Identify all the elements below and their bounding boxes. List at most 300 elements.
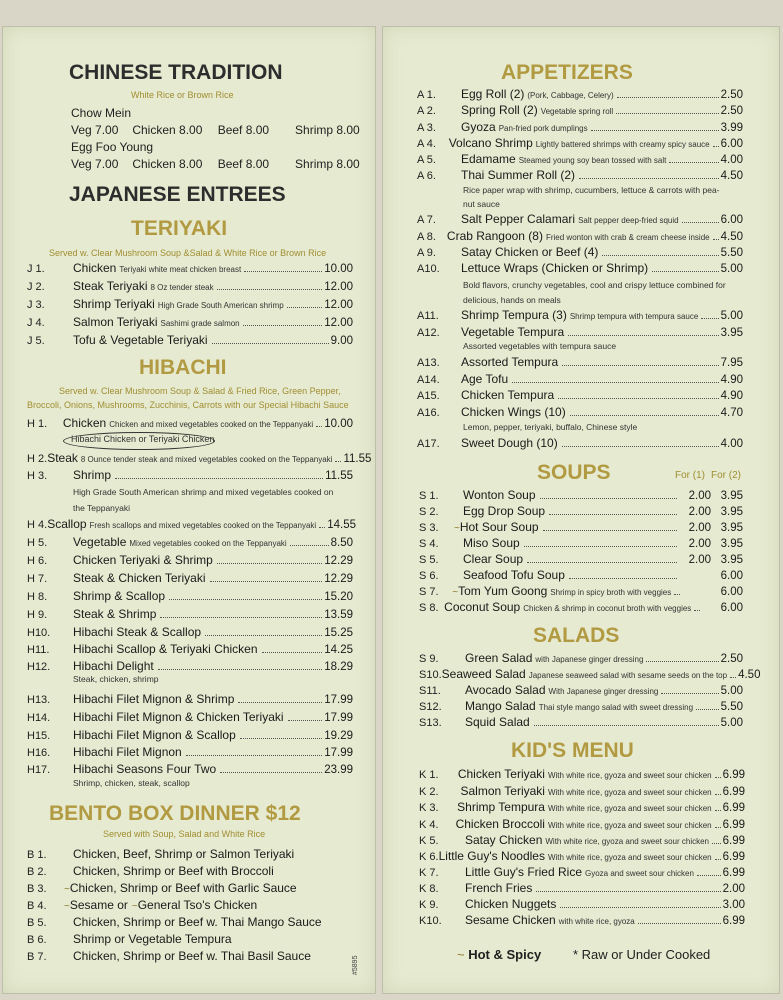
leader-dots — [543, 530, 677, 531]
kids-item — [419, 833, 745, 847]
item-price: 4.00 — [720, 438, 743, 450]
item-price: 23.99 — [324, 764, 353, 776]
leader-dots — [713, 239, 719, 240]
item-name: Hibachi Scallop & Teriyaki Chicken — [73, 642, 258, 656]
item-price: 10.00 — [324, 263, 353, 275]
handwritten-note: Hibachi Chicken or Teriyaki Chicken — [71, 434, 215, 444]
item-price: 7.95 — [720, 357, 743, 369]
h12-note: Steak, chicken, shrimp — [73, 674, 159, 684]
appetizer-item — [417, 261, 743, 275]
soup-item — [419, 504, 743, 518]
bento-title: BENTO BOX DINNER $12 — [49, 802, 301, 825]
leader-dots — [186, 755, 323, 756]
item-code: K 7. — [419, 867, 439, 879]
item-name: Hibachi Delight — [73, 659, 154, 673]
item-description: With white rice, gyoza and sweet sour chicken — [547, 804, 712, 813]
egg-foo-young-label: Egg Foo Young — [71, 140, 154, 154]
chow-mein-prices — [71, 123, 360, 137]
item-name: Shrimp Tempura (3) — [461, 308, 567, 322]
leader-dots — [697, 875, 721, 876]
item-name: Chicken, Shrimp or Beef with Broccoli — [73, 864, 274, 878]
item-description: Shrimp in spicy broth with veggies — [550, 588, 672, 597]
hibachi-item — [27, 517, 356, 531]
item-name: Salmon Teriyaki — [460, 784, 545, 798]
chow-mein-shrimp: Shrimp 8.00 — [295, 123, 360, 137]
item-name: Seafood Tofu Soup — [463, 568, 565, 582]
item-code: A 6. — [417, 170, 436, 182]
leader-dots — [287, 307, 323, 308]
item-name: Shrimp or Vegetable Tempura — [73, 932, 232, 946]
leader-dots — [730, 677, 736, 678]
item-code: B 4. — [27, 900, 47, 912]
teriyaki-item — [27, 315, 353, 329]
item-description: Pan-fried pork dumplings — [498, 124, 588, 133]
item-name: Chicken Broccoli — [455, 817, 545, 831]
item-name: Steak Teriyaki — [73, 279, 148, 293]
item-name: Chicken — [73, 261, 117, 275]
item-price: 12.00 — [324, 281, 353, 293]
hibachi-item — [27, 607, 353, 621]
a6-note-1: Rice paper wrap with shrimp, cucumbers, lettuce & carrots with pea- — [463, 185, 720, 195]
item-price: 13.59 — [324, 609, 353, 621]
kids-item — [419, 913, 745, 927]
hibachi-item — [27, 642, 353, 656]
item-name: Hibachi Filet Mignon & Chicken Teriyaki — [73, 710, 284, 724]
item-name: Spring Roll (2) — [461, 103, 538, 117]
leader-dots — [210, 581, 323, 582]
item-code: K10. — [419, 915, 442, 927]
item-name: Egg Drop Soup — [463, 504, 546, 518]
appetizer-item — [417, 168, 743, 182]
item-price: 2.00 — [722, 883, 745, 895]
item-code: K 9. — [419, 899, 439, 911]
item-description: Chicken and mixed vegetables cooked on the Teppanyaki — [109, 420, 314, 429]
item-name: Avocado Salad — [465, 683, 546, 697]
bento-item — [27, 864, 353, 878]
item-price: 3.95 — [720, 327, 743, 339]
item-code: S 6. — [419, 570, 439, 582]
kids-item — [419, 865, 745, 879]
kids-item — [419, 800, 745, 814]
item-code: H 6. — [27, 555, 48, 567]
item-name: Hibachi Filet Mignon & Shrimp — [73, 692, 235, 706]
leader-dots — [715, 794, 721, 795]
item-name: Satay Chicken or Beef (4) — [461, 245, 599, 259]
item-name: Green Salad — [465, 651, 533, 665]
item-name: Scallop — [47, 517, 87, 531]
egg-foo-young-prices — [71, 157, 360, 171]
item-code: B 7. — [27, 951, 47, 963]
item-description: With white rice, gyoza and sweet sour chicken — [547, 788, 712, 797]
item-code: B 6. — [27, 934, 47, 946]
item-price: 4.50 — [720, 170, 743, 182]
soup-item — [419, 520, 743, 534]
item-price-1: 2.00 — [688, 490, 711, 502]
leader-dots — [602, 255, 718, 256]
appetizer-item — [417, 152, 743, 166]
chow-mein-label: Chow Mein — [71, 106, 132, 120]
hot-spicy-icon: ~ — [131, 901, 138, 912]
h3-note-1: High Grade South American shrimp and mixed vegetables cooked on — [73, 487, 334, 497]
leader-dots — [527, 562, 677, 563]
leader-dots — [512, 382, 718, 383]
item-name: Thai Summer Roll (2) — [461, 168, 576, 182]
item-price: 17.99 — [324, 747, 353, 759]
item-code: S 9. — [419, 653, 439, 665]
appetizer-item — [417, 405, 743, 419]
item-code: A 3. — [417, 122, 436, 134]
item-name: Hibachi Filet Mignon — [73, 745, 182, 759]
item-description: Sashimi grade salmon — [160, 319, 240, 328]
item-code: A15. — [417, 390, 440, 402]
item-price: 4.50 — [720, 231, 743, 243]
item-price: 15.20 — [324, 591, 353, 603]
leader-dots — [591, 130, 719, 131]
hibachi-item — [27, 710, 353, 724]
item-name: Chicken, Shrimp or Beef with Garlic Sauce — [69, 881, 297, 895]
item-price: 2.50 — [720, 105, 743, 117]
leader-dots — [568, 335, 718, 336]
item-code: K 1. — [419, 769, 439, 781]
appetizer-item — [417, 212, 743, 226]
salad-item — [419, 683, 743, 697]
item-name: Steak — [47, 451, 78, 465]
item-price: 14.25 — [324, 644, 353, 656]
item-description: With white rice, gyoza and sweet sour chicken — [547, 821, 712, 830]
appetizer-item — [417, 87, 743, 101]
teriyaki-item — [27, 279, 353, 293]
item-name: Age Tofu — [461, 372, 509, 386]
leader-dots — [288, 720, 323, 721]
chinese-tradition-subtitle: White Rice or Brown Rice — [131, 90, 234, 100]
chinese-tradition-title: CHINESE TRADITION — [69, 61, 283, 84]
item-name: Shrimp & Scallop — [73, 589, 166, 603]
item-price: 5.00 — [720, 717, 743, 729]
item-price-2: 3.95 — [720, 554, 743, 566]
item-code: A 8. — [417, 231, 436, 243]
leader-dots — [715, 859, 721, 860]
item-price-1: 2.00 — [688, 538, 711, 550]
item-price: 4.90 — [720, 390, 743, 402]
leader-dots — [674, 594, 680, 595]
item-code: S11. — [419, 685, 441, 697]
leader-dots — [169, 599, 322, 600]
item-code: K 8. — [419, 883, 439, 895]
item-code: A 4. — [417, 138, 436, 150]
leader-dots — [217, 563, 322, 564]
leader-dots — [715, 777, 721, 778]
item-price: 9.00 — [330, 335, 353, 347]
leader-dots — [319, 527, 325, 528]
teriyaki-item — [27, 333, 353, 347]
salads-title: SALADS — [533, 624, 620, 647]
legend-spicy — [457, 947, 541, 962]
teriyaki-title: TERIYAKI — [131, 217, 228, 240]
h17-note: Shrimp, chicken, steak, scallop — [73, 778, 190, 788]
hot-spicy-icon: ~ — [457, 947, 465, 962]
leader-dots — [638, 923, 721, 924]
hot-spicy-icon: ~ — [454, 523, 460, 534]
item-code: B 5. — [27, 917, 47, 929]
item-name: Hibachi Steak & Scallop — [73, 625, 202, 639]
item-price-2: 6.00 — [720, 602, 743, 614]
salad-item — [419, 651, 743, 665]
item-price: 5.00 — [720, 685, 743, 697]
item-name: Steak & Chicken Teriyaki — [73, 571, 206, 585]
item-code: H 8. — [27, 591, 48, 603]
item-price: 12.00 — [324, 317, 353, 329]
item-price: 2.50 — [720, 653, 743, 665]
item-code: K 2. — [419, 786, 439, 798]
salad-item — [419, 667, 761, 681]
hibachi-item — [27, 589, 353, 603]
chow-mein-chicken: Chicken 8.00 — [132, 123, 203, 137]
item-price: 4.50 — [738, 669, 761, 681]
item-price: 4.00 — [720, 154, 743, 166]
item-price: 6.99 — [722, 786, 745, 798]
hibachi-item — [27, 571, 353, 585]
item-name: Gyoza — [461, 120, 496, 134]
item-code: B 1. — [27, 849, 47, 861]
print-code: #5895 — [352, 955, 359, 975]
item-name: Chicken Tempura — [461, 388, 555, 402]
item-code: H 2. — [27, 453, 48, 465]
leader-dots — [158, 669, 323, 670]
leader-dots — [115, 478, 323, 479]
item-price: 11.55 — [343, 453, 372, 465]
item-name: Chicken Teriyaki — [457, 767, 545, 781]
item-code: A 1. — [417, 89, 436, 101]
hibachi-item — [27, 745, 353, 759]
item-code: H10. — [27, 627, 51, 639]
kids-item — [419, 897, 745, 911]
item-price: 10.00 — [324, 418, 353, 430]
item-price: 17.99 — [324, 694, 353, 706]
item-price-2: 3.95 — [720, 522, 743, 534]
left-menu-page — [2, 26, 376, 994]
item-name: Vegetable — [73, 535, 127, 549]
a16-note: Lemon, pepper, teriyaki, buffalo, Chinese style — [463, 422, 638, 432]
item-name: Chicken, Shrimp or Beef w. Thai Basil Sauce — [73, 949, 311, 963]
item-code: J 3. — [27, 299, 45, 311]
appetizer-item — [417, 136, 743, 150]
hibachi-subtitle-2: Broccoli, Onions, Mushrooms, Zucchinis, Carrots with our Special Hibachi Sauce — [27, 400, 349, 410]
leader-dots — [652, 271, 718, 272]
item-code: S 2. — [419, 506, 439, 518]
item-code: H 5. — [27, 537, 48, 549]
leader-dots — [244, 271, 322, 272]
leader-dots — [696, 709, 719, 710]
hibachi-item — [27, 468, 353, 482]
leader-dots — [212, 343, 329, 344]
item-price: 5.00 — [720, 263, 743, 275]
item-code: K 6. — [419, 851, 439, 863]
leader-dots — [713, 146, 719, 147]
hot-spicy-icon: ~ — [64, 901, 70, 912]
appetizer-item — [417, 308, 743, 322]
item-price-2: 3.95 — [720, 506, 743, 518]
a12-note: Assorted vegetables with tempura sauce — [463, 341, 617, 351]
item-code: A13. — [417, 357, 440, 369]
item-name: Vegetable Tempura — [461, 325, 565, 339]
item-name: Chicken — [62, 416, 107, 430]
item-price: 3.00 — [722, 899, 745, 911]
item-description: Lightly battered shrimps with creamy spicy sauce — [535, 140, 710, 149]
item-code: A 2. — [417, 105, 436, 117]
hibachi-item — [27, 659, 353, 673]
item-description: (Pork, Cabbage, Celery) — [527, 91, 614, 100]
soups-for2: For (2) — [711, 470, 741, 481]
item-price: 14.55 — [327, 519, 356, 531]
hot-spicy-icon: ~ — [64, 884, 70, 895]
teriyaki-subtitle: Served w. Clear Mushroom Soup &Salad & White Rice or Brown Rice — [49, 248, 327, 258]
a10-note-2: delicious, hands on meals — [463, 295, 561, 305]
item-description: Japanese seaweed salad with sesame seeds on the top — [528, 671, 728, 680]
item-price: 15.25 — [324, 627, 353, 639]
soups-for1: For (1) — [675, 470, 705, 481]
item-price-1: 2.00 — [688, 522, 711, 534]
item-code: J 1. — [27, 263, 45, 275]
kids-item — [419, 784, 745, 798]
leader-dots — [558, 398, 718, 399]
item-price: 6.99 — [722, 769, 745, 781]
item-price: 6.99 — [722, 851, 745, 863]
appetizer-item — [417, 325, 743, 339]
appetizer-item — [417, 436, 743, 450]
soup-item — [419, 568, 743, 582]
item-description: With Japanese ginger dressing — [548, 687, 659, 696]
item-code: A 5. — [417, 154, 436, 166]
item-name: Hot Sour Soup — [459, 520, 539, 534]
hibachi-item — [27, 535, 353, 549]
item-code: K 4. — [419, 819, 439, 831]
leader-dots — [701, 318, 718, 319]
item-code: H15. — [27, 730, 51, 742]
item-code: H12. — [27, 661, 51, 673]
leader-dots — [290, 545, 329, 546]
item-price: 18.29 — [324, 661, 353, 673]
leader-dots — [715, 810, 721, 811]
item-name: Mango Salad — [465, 699, 536, 713]
h3-note-2: the Teppanyaki — [73, 503, 131, 513]
item-name: Salt Pepper Calamari — [461, 212, 576, 226]
bento-item — [27, 898, 353, 912]
item-price: 5.50 — [720, 701, 743, 713]
bento-item — [27, 847, 353, 861]
soup-item — [419, 488, 743, 502]
leader-dots — [205, 635, 322, 636]
item-code: A14. — [417, 374, 440, 386]
item-code: H16. — [27, 747, 51, 759]
item-price: 12.29 — [324, 573, 353, 585]
item-description: Vegetable spring roll — [540, 107, 614, 116]
bento-item — [27, 949, 353, 963]
item-description: With white rice, gyoza and sweet sour chicken — [547, 853, 712, 862]
item-code: H 7. — [27, 573, 48, 585]
item-name: Chicken, Shrimp or Beef w. Thai Mango Sauce — [73, 915, 322, 929]
item-name: Chicken Teriyaki & Shrimp — [73, 553, 213, 567]
item-name: Shrimp — [73, 468, 112, 482]
item-name: Shrimp Tempura — [457, 800, 545, 814]
soup-item — [419, 584, 743, 598]
leader-dots — [316, 426, 322, 427]
item-price: 4.70 — [720, 407, 743, 419]
bento-subtitle: Served with Soup, Salad and White Rice — [103, 829, 266, 839]
appetizer-item — [417, 120, 743, 134]
hibachi-subtitle-1: Served w. Clear Mushroom Soup & Salad & Fried Rice, Green Pepper, — [59, 386, 341, 396]
leader-dots — [240, 738, 322, 739]
item-code: H 1. — [27, 418, 48, 430]
item-price: 6.00 — [720, 214, 743, 226]
item-description: Gyoza and sweet sour chicken — [585, 869, 694, 878]
item-description: with white rice, gyoza — [558, 917, 635, 926]
item-price: 2.50 — [720, 89, 743, 101]
japanese-entrees-title: JAPANESE ENTREES — [69, 183, 286, 206]
item-code: S 8. — [419, 602, 439, 614]
leader-dots — [694, 610, 700, 611]
legend-raw: * Raw or Under Cooked — [573, 947, 711, 962]
item-code: S 5. — [419, 554, 439, 566]
item-price: 19.29 — [324, 730, 353, 742]
item-description: Mixed vegetables cooked on the Teppanyaki — [129, 539, 287, 548]
item-price: 12.29 — [324, 555, 353, 567]
item-price: 6.99 — [722, 819, 745, 831]
leader-dots — [534, 725, 719, 726]
item-name: Steak & Shrimp — [73, 607, 157, 621]
egg-foo-young-veg: Veg 7.00 — [71, 157, 119, 171]
item-price-2: 3.95 — [720, 538, 743, 550]
leader-dots — [562, 446, 719, 447]
item-price: 3.99 — [720, 122, 743, 134]
item-code: J 5. — [27, 335, 45, 347]
leader-dots — [661, 693, 718, 694]
chow-mein-beef: Beef 8.00 — [217, 123, 270, 137]
item-description: Fried wonton with crab & cream cheese inside — [545, 233, 710, 242]
item-description: Thai style mango salad with sweet dressing — [538, 703, 694, 712]
leader-dots — [616, 113, 718, 114]
item-code: B 3. — [27, 883, 47, 895]
item-name: French Fries — [465, 881, 533, 895]
appetizer-item — [417, 229, 743, 243]
leader-dots — [524, 546, 677, 547]
item-name: Coconut Soup — [444, 600, 521, 614]
item-name: Chicken Nuggets — [465, 897, 557, 911]
item-name: Egg Roll (2) — [461, 87, 525, 101]
item-description: Chicken & shrimp in coconut broth with veggies — [523, 604, 692, 613]
item-price: 6.99 — [722, 835, 745, 847]
leader-dots — [617, 97, 719, 98]
leader-dots — [160, 617, 322, 618]
item-price: 8.50 — [330, 537, 353, 549]
item-description: Fresh scallops and mixed vegetables cooked on the Teppanyaki — [89, 521, 317, 530]
item-price-1: 2.00 — [688, 554, 711, 566]
item-code: S12. — [419, 701, 442, 713]
appetizers-title: APPETIZERS — [501, 61, 633, 84]
item-name-2: General Tso's Chicken — [137, 898, 258, 912]
soups-title: SOUPS — [537, 461, 611, 484]
egg-foo-young-chicken: Chicken 8.00 — [132, 157, 203, 171]
leader-dots — [549, 514, 677, 515]
soup-item — [419, 552, 743, 566]
item-code: S 4. — [419, 538, 439, 550]
item-code: S13. — [419, 717, 442, 729]
item-name: Wonton Soup — [463, 488, 536, 502]
leader-dots — [669, 162, 718, 163]
leader-dots — [569, 578, 677, 579]
item-price: 6.99 — [722, 867, 745, 879]
hibachi-item — [27, 625, 353, 639]
leader-dots — [217, 289, 323, 290]
